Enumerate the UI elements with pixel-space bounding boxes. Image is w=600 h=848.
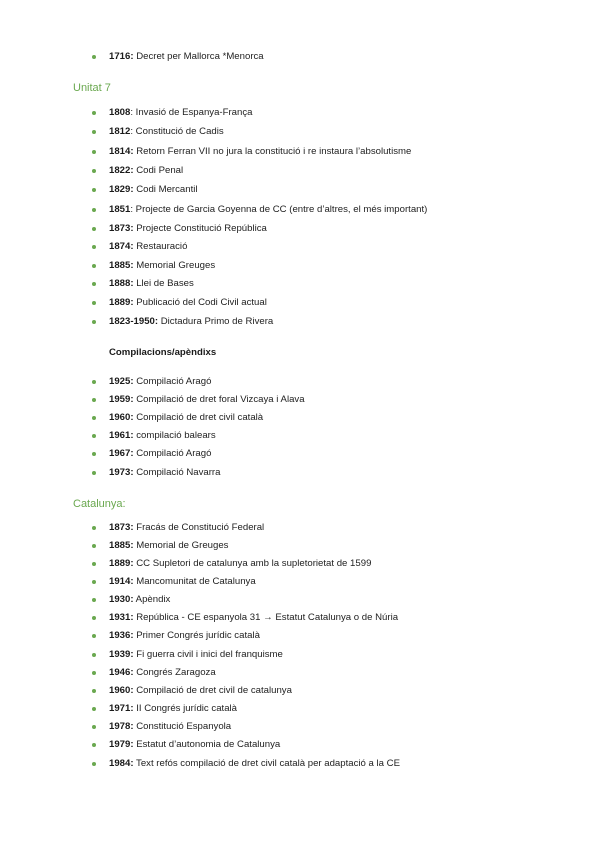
bullet-icon: [92, 208, 96, 212]
bullet-icon: [92, 398, 96, 402]
bullet-icon: [92, 130, 96, 134]
bullet-icon: [92, 689, 96, 693]
bullet-icon: [92, 580, 96, 584]
bullet-icon: [92, 707, 96, 711]
bullet-icon: [92, 188, 96, 192]
bullet-icon: [92, 111, 96, 115]
bullet-icon: [92, 725, 96, 729]
bullet-icon: [92, 245, 96, 249]
bullet-icon: [92, 544, 96, 548]
bullet-icon: [92, 55, 96, 59]
bullet-icon: [92, 471, 96, 475]
bullet-icon: [92, 416, 96, 420]
subheading-compilacions: Compilacions/apèndixs: [109, 347, 217, 358]
section-heading-catalunya: Catalunya:: [73, 498, 126, 510]
bullet-icon: [92, 598, 96, 602]
bullet-icon: [92, 562, 96, 566]
section-heading-unitat7: Unitat 7: [73, 82, 111, 94]
bullet-icon: [92, 434, 96, 438]
bullet-icon: [92, 380, 96, 384]
bullet-icon: [92, 634, 96, 638]
bullet-icon: [92, 452, 96, 456]
bullet-icon: [92, 320, 96, 324]
bullet-icon: [92, 743, 96, 747]
bullet-icon: [92, 282, 96, 286]
document-page: 1716: Decret per Mallorca *Menorca Unitat 7 1808: Invasió de Espanya-França 1812: Constitució de Cadis 1814: Retorn Ferran VII no jura la constitució i re instaura l’absolutisme 1822: Codi Penal 1829: Codi Mercantil 1851: Projecte de Garcia Goyenna de CC (entre d’altres, el més important) 1873: Projecte Constitució República 1874: Restauració 1885: Memorial Greuges 1888: Llei de Bases 1889: Publicació del Codi Civil actual 1823-1950: Dictadura Primo de Rivera Compilacions/apèndixs 1925: Compilació Aragó 1959: Compilació de dret foral Vizcaya i Alava 1960: Compilació de dret civil català 1961: compilació balears 1967: Compilació Aragó 1973: Compilació Navarra Catalunya: 1873: Fracás de Constitució Federal 1885: Memorial de Greuges 1889: CC Supletori de catalunya amb la supletorietat de 1599 1914: Mancomunitat de Catalunya 1930: Apèndix 1931: República - CE espanyola 31 → Estatut Catalunya o de Núria 1936: Primer Congrés jurídic català 1939: Fi guerra civil i inici del franquisme 1946: Congrés Zaragoza 1960: Compilació de dret civil de catalunya 1971: II Congrés jurídic català 1978: Constitució Espanyola 1979: Estatut d’autonomia de Catalunya 1984: Text refós compilació de dret civil català per adaptació a la CE: [73, 51, 428, 769]
bullet-icon: [92, 301, 96, 305]
bullet-icon: [92, 227, 96, 231]
item-text: 1716: Decret per Mallorca *Menorca: [109, 51, 264, 62]
bullet-icon: [92, 264, 96, 268]
bullet-icon: [92, 616, 96, 620]
bullet-icon: [92, 169, 96, 173]
bullet-icon: [92, 762, 96, 766]
bullet-icon: [92, 526, 96, 530]
bullet-icon: [92, 671, 96, 675]
bullet-icon: [92, 150, 96, 154]
bullet-icon: [92, 653, 96, 657]
